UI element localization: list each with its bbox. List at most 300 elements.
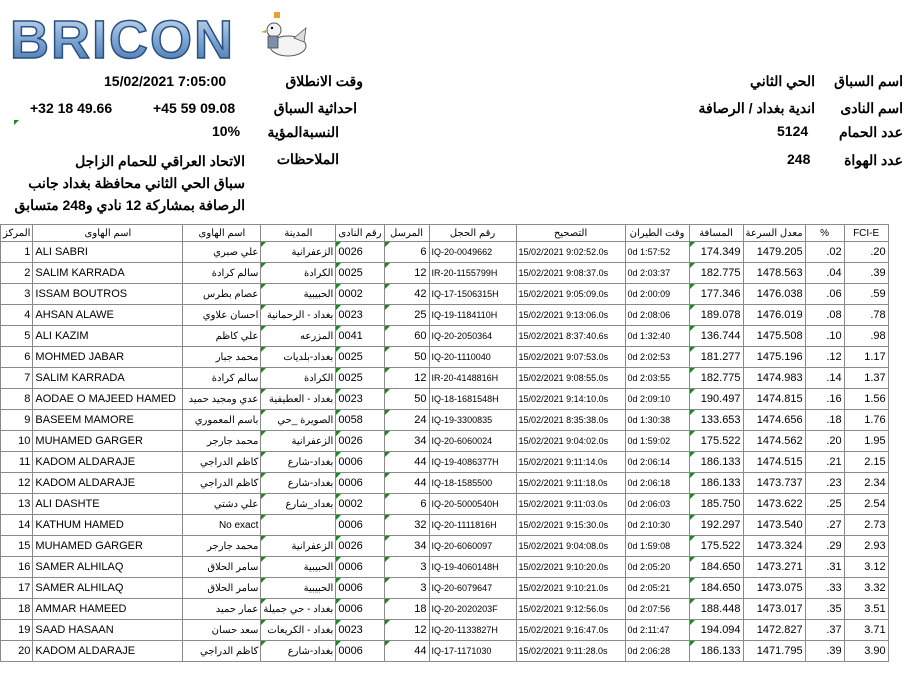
flight-cell: 0d 2:08:06 [625, 305, 689, 326]
club-cell: 0023 [336, 305, 384, 326]
fci-cell: .78 [844, 305, 888, 326]
fci-cell: 2.15 [844, 452, 888, 473]
clock-cell: 15/02/2021 9:10:20.0s [516, 557, 625, 578]
speed-cell: 1478.563 [743, 263, 805, 284]
city-cell: الكرادة [261, 368, 336, 389]
name-en-cell: KATHUM HAMED [33, 515, 183, 536]
city-cell: المزرعه [261, 326, 336, 347]
club-cell: 0025 [336, 347, 384, 368]
name-en-cell: MUHAMED GARGER [33, 431, 183, 452]
name-en-cell: SAAD HASAAN [33, 620, 183, 641]
rank-cell: 16 [1, 557, 33, 578]
ring-cell: IQ-18-1681548H [429, 389, 516, 410]
sent-cell: 42 [384, 284, 429, 305]
col-club: رقم النادى [336, 225, 384, 242]
table-row [1, 515, 889, 536]
ring-cell: IR-20-1155799H [429, 263, 516, 284]
club-cell: 0006 [336, 515, 384, 536]
distance-cell: 194.094 [689, 620, 743, 641]
sent-cell: 44 [384, 641, 429, 662]
pct-cell: .20 [805, 431, 844, 452]
table-row [1, 599, 889, 620]
distance-cell: 174.349 [689, 242, 743, 263]
pigeon-icon [261, 12, 306, 56]
logo-text: BRICON [10, 10, 235, 68]
flight-cell: 0d 2:09:10 [625, 389, 689, 410]
city-cell: الكرادة [261, 263, 336, 284]
pct-cell: .33 [805, 578, 844, 599]
col-flight: وقت الطيران [625, 225, 689, 242]
name-en-cell: ALI KAZIM [33, 326, 183, 347]
clock-cell: 15/02/2021 9:16:47.0s [516, 620, 625, 641]
speed-cell: 1479.205 [743, 242, 805, 263]
table-row [1, 557, 889, 578]
name-en-cell: AODAE O MAJEED HAMED [33, 389, 183, 410]
city-cell: الحبيبية [261, 557, 336, 578]
sent-cell: 44 [384, 473, 429, 494]
club-cell: 0006 [336, 473, 384, 494]
speed-cell: 1473.075 [743, 578, 805, 599]
sent-cell: 6 [384, 242, 429, 263]
sent-cell: 44 [384, 452, 429, 473]
pct-cell: .31 [805, 557, 844, 578]
flight-cell: 0d 2:02:53 [625, 347, 689, 368]
flight-cell: 0d 2:06:18 [625, 473, 689, 494]
clock-cell: 15/02/2021 9:05:09.0s [516, 284, 625, 305]
col-rank: المركز [1, 225, 33, 242]
flight-cell: 0d 2:07:56 [625, 599, 689, 620]
ring-cell: IQ-19-1184110H [429, 305, 516, 326]
club-cell: 0006 [336, 578, 384, 599]
ring-cell: IQ-20-1110040 [429, 347, 516, 368]
table-row [1, 452, 889, 473]
sent-cell: 32 [384, 515, 429, 536]
clock-cell: 15/02/2021 9:11:18.0s [516, 473, 625, 494]
clock-cell: 15/02/2021 9:04:02.0s [516, 431, 625, 452]
table-row [1, 305, 889, 326]
pct-cell: .35 [805, 599, 844, 620]
table-row [1, 578, 889, 599]
col-speed: معدل السرعة [743, 225, 805, 242]
flight-cell: 0d 2:05:21 [625, 578, 689, 599]
speed-cell: 1473.017 [743, 599, 805, 620]
flight-cell: 0d 1:59:08 [625, 536, 689, 557]
fci-cell: 1.56 [844, 389, 888, 410]
distance-cell: 186.133 [689, 452, 743, 473]
club-cell: 0006 [336, 452, 384, 473]
speed-cell: 1476.019 [743, 305, 805, 326]
city-cell: الزعفرانية [261, 242, 336, 263]
city-cell [261, 515, 336, 536]
pct-cell: .16 [805, 389, 844, 410]
name-en-cell: SALIM KARRADA [33, 263, 183, 284]
rank-cell: 19 [1, 620, 33, 641]
speed-cell: 1475.196 [743, 347, 805, 368]
ring-cell: IQ-17-1506315H [429, 284, 516, 305]
flight-cell: 0d 2:03:37 [625, 263, 689, 284]
ring-cell: IQ-20-0049662 [429, 242, 516, 263]
fci-cell: 1.17 [844, 347, 888, 368]
name-ar-cell: باسم المعموري [183, 410, 261, 431]
flight-cell: 0d 2:06:03 [625, 494, 689, 515]
sent-cell: 60 [384, 326, 429, 347]
ring-cell: IQ-20-2020203F [429, 599, 516, 620]
distance-cell: 133.653 [689, 410, 743, 431]
club-cell: 0026 [336, 431, 384, 452]
clock-cell: 15/02/2021 9:15:30.0s [516, 515, 625, 536]
ring-cell: IQ-20-6079647 [429, 578, 516, 599]
speed-cell: 1476.038 [743, 284, 805, 305]
fci-cell: 1.76 [844, 410, 888, 431]
pct-cell: .37 [805, 620, 844, 641]
name-en-cell: ALI DASHTE [33, 494, 183, 515]
pct-cell: .39 [805, 641, 844, 662]
name-en-cell: AMMAR HAMEED [33, 599, 183, 620]
sent-cell: 34 [384, 431, 429, 452]
col-name-en: اسم الهاوى [33, 225, 183, 242]
pigeon-count-label: عدد الحمام [838, 124, 903, 140]
distance-cell: 175.522 [689, 431, 743, 452]
club-name-label: اسم النادى [840, 100, 903, 116]
distance-cell: 186.133 [689, 641, 743, 662]
distance-cell: 190.497 [689, 389, 743, 410]
rank-cell: 2 [1, 263, 33, 284]
fci-cell: 1.95 [844, 431, 888, 452]
club-name: اندية بغداد / الرصافة [698, 100, 815, 116]
table-row [1, 347, 889, 368]
table-row [1, 284, 889, 305]
name-ar-cell: محمد جارجر [183, 431, 261, 452]
rank-cell: 17 [1, 578, 33, 599]
release-time-label: وقت الانطلاق [285, 73, 363, 89]
pct-cell: .14 [805, 368, 844, 389]
notes-text [0, 150, 245, 216]
clock-cell: 15/02/2021 9:14:10.0s [516, 389, 625, 410]
table-row [1, 620, 889, 641]
city-cell: بغداد - العطيفية [261, 389, 336, 410]
rank-cell: 1 [1, 242, 33, 263]
flight-cell: 0d 2:05:20 [625, 557, 689, 578]
speed-cell: 1473.271 [743, 557, 805, 578]
name-ar-cell: عصام بطرس [183, 284, 261, 305]
name-ar-cell: سامر الحلاق [183, 578, 261, 599]
distance-cell: 185.750 [689, 494, 743, 515]
col-clock: التصحيح [516, 225, 625, 242]
table-row [1, 473, 889, 494]
col-distance: المسافة [689, 225, 743, 242]
percent-value: 10% [212, 123, 241, 139]
cell-marker [14, 120, 19, 125]
rank-cell: 6 [1, 347, 33, 368]
ring-cell: IQ-17-1171030 [429, 641, 516, 662]
club-cell: 0026 [336, 536, 384, 557]
release-time: 15/02/2021 7:05:00 [104, 73, 227, 89]
table-row [1, 641, 889, 662]
fci-cell: 2.93 [844, 536, 888, 557]
col-ring: رقم الحجل [429, 225, 516, 242]
pct-cell: .27 [805, 515, 844, 536]
pigeon-count: 5124 [777, 123, 809, 139]
clock-cell: 15/02/2021 9:11:03.0s [516, 494, 625, 515]
notes-label: الملاحظات [276, 151, 339, 167]
flight-cell: 0d 2:06:14 [625, 452, 689, 473]
speed-cell: 1474.983 [743, 368, 805, 389]
fci-cell: .98 [844, 326, 888, 347]
ring-cell: IQ-20-5000540H [429, 494, 516, 515]
name-ar-cell: محمد جارجر [183, 536, 261, 557]
city-cell: بغداد-شارع [261, 641, 336, 662]
name-ar-cell: سعد حسان [183, 620, 261, 641]
name-ar-cell: كاظم الدراجي [183, 452, 261, 473]
flight-cell: 0d 2:10:30 [625, 515, 689, 536]
flight-cell: 0d 1:57:52 [625, 242, 689, 263]
city-cell: بغداد-شارع [261, 473, 336, 494]
rank-cell: 10 [1, 431, 33, 452]
coord-east: +45 59 09.08 [153, 100, 236, 116]
col-pct: % [805, 225, 844, 242]
clock-cell: 15/02/2021 8:37:40.6s [516, 326, 625, 347]
fci-cell: 3.51 [844, 599, 888, 620]
fci-cell: 2.34 [844, 473, 888, 494]
table-row [1, 389, 889, 410]
club-cell: 0006 [336, 599, 384, 620]
rank-cell: 8 [1, 389, 33, 410]
col-city: المدينة [261, 225, 336, 242]
race-name-label: اسم السباق [834, 73, 903, 89]
distance-cell: 189.078 [689, 305, 743, 326]
clock-cell: 15/02/2021 9:13:06.0s [516, 305, 625, 326]
table-row [1, 431, 889, 452]
ring-cell: IQ-20-1111816H [429, 515, 516, 536]
distance-cell: 177.346 [689, 284, 743, 305]
name-en-cell: AHSAN ALAWE [33, 305, 183, 326]
club-cell: 0026 [336, 242, 384, 263]
notes-line-1: الاتحاد العراقي للحمام الزاجل [75, 153, 245, 169]
ring-cell: IQ-19-4086377H [429, 452, 516, 473]
club-cell: 0002 [336, 494, 384, 515]
fci-cell: 3.90 [844, 641, 888, 662]
flight-cell: 0d 1:30:38 [625, 410, 689, 431]
ring-cell: IQ-20-1133827H [429, 620, 516, 641]
city-cell: بغداد-بلديات [261, 347, 336, 368]
clock-cell: 15/02/2021 9:11:28.0s [516, 641, 625, 662]
pct-cell: .21 [805, 452, 844, 473]
ring-cell: IQ-20-6060024 [429, 431, 516, 452]
rank-cell: 4 [1, 305, 33, 326]
distance-cell: 136.744 [689, 326, 743, 347]
sent-cell: 12 [384, 368, 429, 389]
sent-cell: 12 [384, 263, 429, 284]
speed-cell: 1474.515 [743, 452, 805, 473]
rank-cell: 20 [1, 641, 33, 662]
pct-cell: .23 [805, 473, 844, 494]
ring-cell: IQ-18-1585500 [429, 473, 516, 494]
fci-cell: 3.71 [844, 620, 888, 641]
speed-cell: 1471.795 [743, 641, 805, 662]
city-cell: الصويرة _حي [261, 410, 336, 431]
fancier-count: 248 [787, 151, 811, 167]
table-header-row [1, 225, 889, 242]
name-ar-cell: سالم كرادة [183, 263, 261, 284]
clock-cell: 15/02/2021 9:08:55.0s [516, 368, 625, 389]
pct-cell: .04 [805, 263, 844, 284]
fci-cell: .39 [844, 263, 888, 284]
name-ar-cell: كاظم الدراجي [183, 641, 261, 662]
city-cell: الزعفرانية [261, 431, 336, 452]
distance-cell: 184.650 [689, 557, 743, 578]
table-row [1, 368, 889, 389]
clock-cell: 15/02/2021 9:08:37.0s [516, 263, 625, 284]
sent-cell: 3 [384, 578, 429, 599]
name-en-cell: ALI SABRI [33, 242, 183, 263]
city-cell: بغداد - حي جميلة [261, 599, 336, 620]
speed-cell: 1474.815 [743, 389, 805, 410]
name-en-cell: KADOM ALDARAJE [33, 641, 183, 662]
distance-cell: 186.133 [689, 473, 743, 494]
pct-cell: .29 [805, 536, 844, 557]
name-en-cell: MUHAMED GARGER [33, 536, 183, 557]
clock-cell: 15/02/2021 9:12:56.0s [516, 599, 625, 620]
name-ar-cell: عمار حميد [183, 599, 261, 620]
speed-cell: 1473.622 [743, 494, 805, 515]
speed-cell: 1475.508 [743, 326, 805, 347]
flight-cell: 0d 1:59:02 [625, 431, 689, 452]
distance-cell: 181.277 [689, 347, 743, 368]
city-cell: الزعفرانية [261, 536, 336, 557]
clock-cell: 15/02/2021 9:02:52.0s [516, 242, 625, 263]
ring-cell: IQ-20-2050364 [429, 326, 516, 347]
speed-cell: 1472.827 [743, 620, 805, 641]
name-ar-cell: كاظم الدراجي [183, 473, 261, 494]
name-en-cell: KADOM ALDARAJE [33, 452, 183, 473]
pct-cell: .10 [805, 326, 844, 347]
rank-cell: 3 [1, 284, 33, 305]
club-cell: 0006 [336, 557, 384, 578]
flight-cell: 0d 1:32:40 [625, 326, 689, 347]
speed-cell: 1474.562 [743, 431, 805, 452]
club-cell: 0023 [336, 389, 384, 410]
name-en-cell: KADOM ALDARAJE [33, 473, 183, 494]
club-cell: 0025 [336, 368, 384, 389]
name-ar-cell: احسان علاوي [183, 305, 261, 326]
name-en-cell: ISSAM BOUTROS [33, 284, 183, 305]
clock-cell: 15/02/2021 8:35:38.0s [516, 410, 625, 431]
table-row [1, 410, 889, 431]
name-en-cell: MOHMED JABAR [33, 347, 183, 368]
city-cell: الحبيبية [261, 578, 336, 599]
sent-cell: 6 [384, 494, 429, 515]
rank-cell: 11 [1, 452, 33, 473]
sent-cell: 18 [384, 599, 429, 620]
fci-cell: 1.37 [844, 368, 888, 389]
rank-cell: 7 [1, 368, 33, 389]
sent-cell: 12 [384, 620, 429, 641]
club-cell: 0058 [336, 410, 384, 431]
table-row [1, 326, 889, 347]
race-name: الحي الثاني [750, 73, 815, 89]
speed-cell: 1473.540 [743, 515, 805, 536]
rank-cell: 12 [1, 473, 33, 494]
notes-line-2: سباق الحي الثاني محافظة بغداد جانب [28, 175, 245, 191]
pct-cell: .25 [805, 494, 844, 515]
col-fci: FCI-E [844, 225, 888, 242]
distance-cell: 182.775 [689, 263, 743, 284]
name-ar-cell: سامر الحلاق [183, 557, 261, 578]
sent-cell: 3 [384, 557, 429, 578]
distance-cell: 184.650 [689, 578, 743, 599]
sent-cell: 25 [384, 305, 429, 326]
fci-cell: 3.12 [844, 557, 888, 578]
club-cell: 0025 [336, 263, 384, 284]
sent-cell: 34 [384, 536, 429, 557]
clock-cell: 15/02/2021 9:07:53.0s [516, 347, 625, 368]
rank-cell: 18 [1, 599, 33, 620]
club-cell: 0023 [336, 620, 384, 641]
city-cell: الحبيبية [261, 284, 336, 305]
ring-cell: IR-20-4148816H [429, 368, 516, 389]
flight-cell: 0d 2:11:47 [625, 620, 689, 641]
clock-cell: 15/02/2021 9:10:21.0s [516, 578, 625, 599]
flight-cell: 0d 2:06:28 [625, 641, 689, 662]
notes-line-3: الرصافة بمشاركة 12 نادي و248 متسابق [14, 197, 245, 213]
coords-label: احداثية السباق [273, 100, 357, 116]
name-ar-cell: No exact [183, 515, 261, 536]
speed-cell: 1474.656 [743, 410, 805, 431]
pct-cell: .18 [805, 410, 844, 431]
ring-cell: IQ-19-3300835 [429, 410, 516, 431]
sent-cell: 24 [384, 410, 429, 431]
pct-cell: .12 [805, 347, 844, 368]
club-cell: 0006 [336, 641, 384, 662]
name-en-cell: SAMER ALHILAQ [33, 557, 183, 578]
city-cell: بغداد-شارع [261, 452, 336, 473]
name-en-cell: SAMER ALHILAQ [33, 578, 183, 599]
city-cell: بغداد - الرحمانية [261, 305, 336, 326]
bricon-logo [8, 6, 308, 68]
speed-cell: 1473.324 [743, 536, 805, 557]
club-cell: 0041 [336, 326, 384, 347]
table-row [1, 494, 889, 515]
name-en-cell: BASEEM MAMORE [33, 410, 183, 431]
name-ar-cell: علي صبري [183, 242, 261, 263]
name-en-cell: SALIM KARRADA [33, 368, 183, 389]
distance-cell: 175.522 [689, 536, 743, 557]
rank-cell: 13 [1, 494, 33, 515]
rank-cell: 9 [1, 410, 33, 431]
ring-cell: IQ-20-6060097 [429, 536, 516, 557]
flight-cell: 0d 2:03:55 [625, 368, 689, 389]
col-name-ar: اسم الهاوى [183, 225, 261, 242]
distance-cell: 192.297 [689, 515, 743, 536]
name-ar-cell: محمد جبار [183, 347, 261, 368]
city-cell: بغداد - الكريعات [261, 620, 336, 641]
distance-cell: 182.775 [689, 368, 743, 389]
fci-cell: 2.73 [844, 515, 888, 536]
table-row [1, 242, 889, 263]
table-row [1, 263, 889, 284]
rank-cell: 15 [1, 536, 33, 557]
ring-cell: IQ-19-4060148H [429, 557, 516, 578]
rank-cell: 14 [1, 515, 33, 536]
fci-cell: .20 [844, 242, 888, 263]
name-ar-cell: علي دشتي [183, 494, 261, 515]
city-cell: بغداد_شارع [261, 494, 336, 515]
flight-cell: 0d 2:00:09 [625, 284, 689, 305]
pct-cell: .02 [805, 242, 844, 263]
club-cell: 0002 [336, 284, 384, 305]
distance-cell: 188.448 [689, 599, 743, 620]
name-ar-cell: علي كاظم [183, 326, 261, 347]
